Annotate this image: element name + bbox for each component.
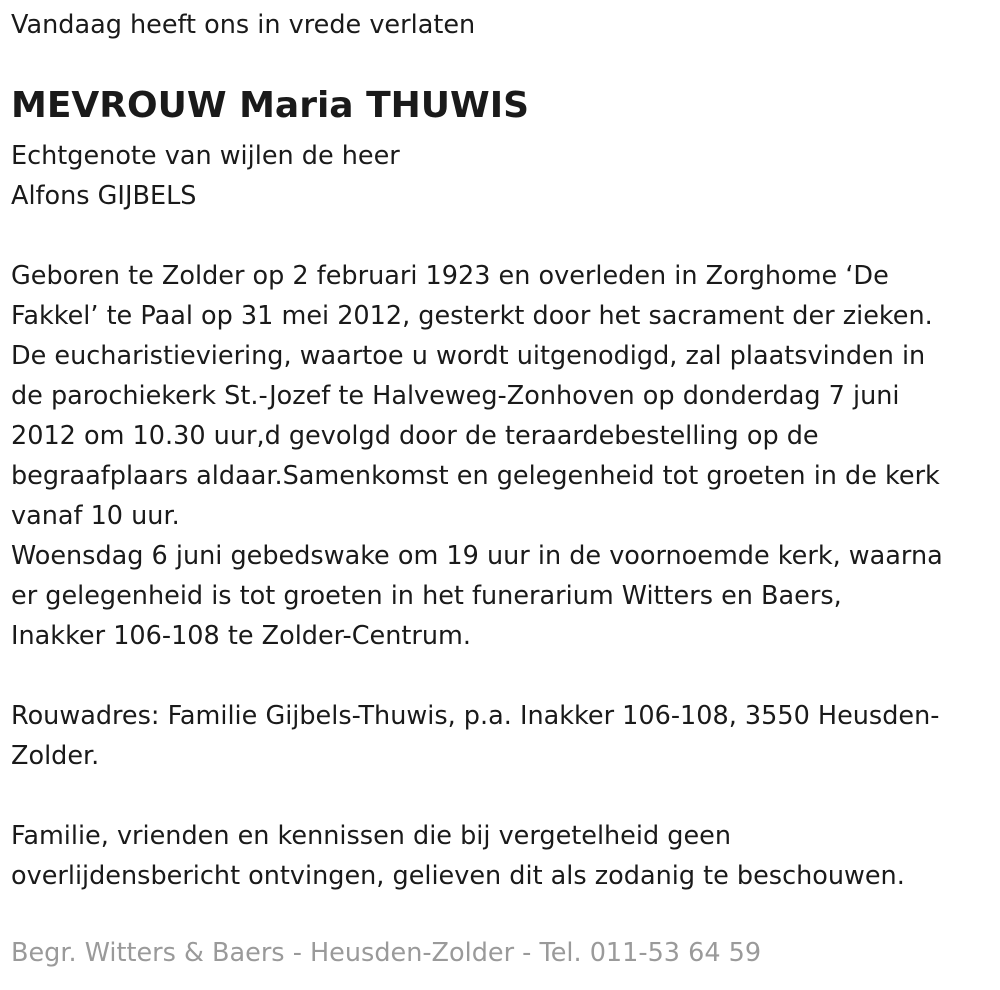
address-line: Zolder. [11, 741, 100, 771]
announcement-body [11, 256, 943, 656]
notice-line: overlijdensbericht ontvingen, gelieven dit als zodanig te beschouwen. [11, 861, 905, 891]
body-line: Fakkel’ te Paal op 31 mei 2012, gesterkt door het sacrament der zieken. [11, 301, 933, 331]
body-line: Woensdag 6 juni gebedswake om 19 uur in de voornoemde kerk, waarna [11, 541, 943, 571]
address-line: Rouwadres: Familie Gijbels-Thuwis, p.a. Inakker 106-108, 3550 Heusden- [11, 701, 940, 731]
spouse-section [11, 136, 400, 216]
body-line: De eucharistieviering, waartoe u wordt uitgenodigd, zal plaatsvinden in [11, 341, 926, 371]
intro-line: Vandaag heeft ons in vrede verlaten [11, 10, 476, 40]
body-line: Geboren te Zolder op 2 februari 1923 en overleden in Zorghome ‘De [11, 261, 889, 291]
spouse-line: Echtgenote van wijlen de heer [11, 141, 400, 171]
spouse-line: Alfons GIJBELS [11, 181, 197, 211]
family-notice [11, 816, 905, 896]
funeral-home-footer: Begr. Witters & Baers - Heusden-Zolder - Tel. 011-53 64 59 [11, 938, 762, 968]
mourning-address [11, 696, 939, 776]
deceased-name: MEVROUW Maria THUWIS [11, 85, 530, 126]
body-line: 2012 om 10.30 uur,d gevolgd door de teraardebestelling op de [11, 421, 819, 451]
body-line: begraafplaars aldaar.Samenkomst en gelegenheid tot groeten in de kerk [11, 461, 940, 491]
body-line: Inakker 106-108 te Zolder-Centrum. [11, 621, 471, 651]
notice-line: Familie, vrienden en kennissen die bij vergetelheid geen [11, 821, 731, 851]
body-line: er gelegenheid is tot groeten in het funerarium Witters en Baers, [11, 581, 842, 611]
body-line: de parochiekerk St.-Jozef te Halveweg-Zonhoven op donderdag 7 juni [11, 381, 900, 411]
body-line: vanaf 10 uur. [11, 501, 180, 531]
